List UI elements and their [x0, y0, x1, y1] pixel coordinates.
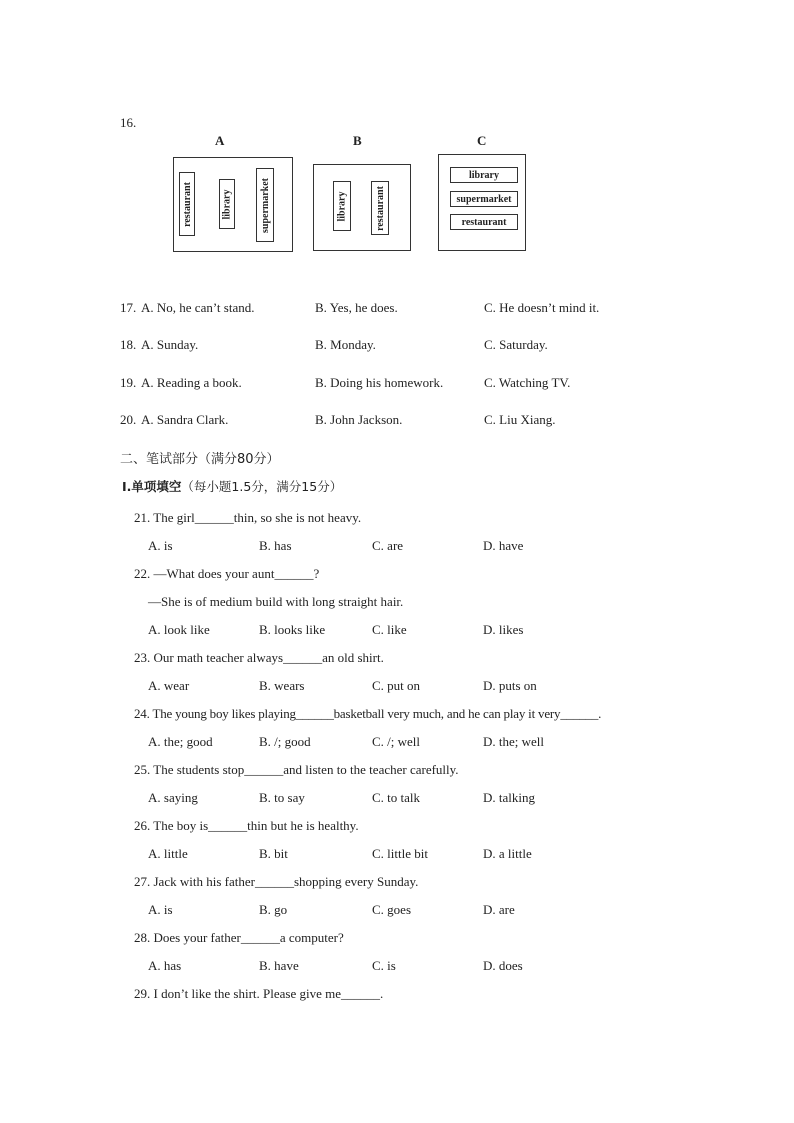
option-d: D. are: [483, 902, 515, 917]
part-1-note: （每小题1.5分，满分15分）: [181, 479, 343, 494]
option-b: B. has: [259, 538, 292, 553]
option-a: A. is: [148, 902, 173, 917]
option-b: B. bit: [259, 846, 288, 861]
figure-a-sign-library: library: [219, 179, 235, 229]
question-stem: 28. Does your father______a computer?: [134, 930, 344, 945]
option-b: B. wears: [259, 678, 305, 693]
option-c: C. goes: [372, 902, 411, 917]
figure-c-label: C: [477, 133, 487, 148]
listening-number: 17.: [120, 300, 137, 315]
figure-c-sign-supermarket: supermarket: [450, 191, 518, 207]
figure-b-sign-library: library: [333, 181, 351, 231]
listening-option-a: A. Reading a book.: [141, 375, 242, 390]
option-d: D. talking: [483, 790, 535, 805]
figure-a-sign-restaurant: restaurant: [179, 172, 195, 236]
listening-option-a: A. Sandra Clark.: [141, 412, 229, 427]
option-d: D. the; well: [483, 734, 545, 749]
listening-option-c: C. Saturday.: [484, 337, 548, 352]
option-a: A. little: [148, 846, 188, 861]
option-d: D. does: [483, 958, 523, 973]
option-a: A. the; good: [148, 734, 213, 749]
part-1-heading: [122, 477, 342, 495]
section-2-title: 二、笔试部分（满分80分）: [120, 452, 280, 467]
option-c: C. is: [372, 958, 396, 973]
option-c: C. little bit: [372, 846, 428, 861]
listening-number: 18.: [120, 337, 137, 352]
question-stem: 26. The boy is______thin but he is healthy.: [134, 818, 359, 833]
listening-option-c: C. Watching TV.: [484, 375, 571, 390]
figure-a-sign-supermarket: supermarket: [256, 168, 274, 242]
question-stem: 27. Jack with his father______shopping every Sunday.: [134, 874, 419, 889]
option-c: C. are: [372, 538, 404, 553]
question-stem: 24. The young boy likes playing______basketball very much, and he can play it very______.: [134, 706, 602, 721]
question-stem: 29. I don’t like the shirt. Please give me______.: [134, 986, 384, 1001]
option-a: A. has: [148, 958, 182, 973]
option-a: A. look like: [148, 622, 210, 637]
option-a: A. saying: [148, 790, 198, 805]
listening-option-b: B. John Jackson.: [315, 412, 403, 427]
question-stem: 22. —What does your aunt______?: [134, 566, 320, 581]
question-16-number: 16.: [120, 115, 137, 130]
part-1-roman: Ⅰ.: [122, 479, 132, 494]
option-a: A. wear: [148, 678, 190, 693]
option-d: D. puts on: [483, 678, 537, 693]
option-b: B. to say: [259, 790, 305, 805]
option-c: C. /; well: [372, 734, 421, 749]
figure-b-map: [313, 164, 411, 251]
figure-a-label: A: [215, 133, 225, 148]
figure-b-sign-restaurant: restaurant: [371, 181, 389, 235]
figure-c-sign-library: library: [450, 167, 518, 183]
figure-c-sign-restaurant: restaurant: [450, 214, 518, 230]
listening-option-c: C. He doesn’t mind it.: [484, 300, 600, 315]
option-b: B. looks like: [259, 622, 326, 637]
option-b: B. go: [259, 902, 288, 917]
part-1-title: 单项填空: [131, 479, 182, 494]
option-d: D. likes: [483, 622, 524, 637]
option-d: D. have: [483, 538, 524, 553]
question-stem: 25. The students stop______and listen to the teacher carefully.: [134, 762, 459, 777]
question-reply: —She is of medium build with long straight hair.: [148, 594, 404, 609]
listening-number: 19.: [120, 375, 137, 390]
question-stem: 21. The girl______thin, so she is not heavy.: [134, 510, 362, 525]
option-b: B. /; good: [259, 734, 311, 749]
option-c: C. to talk: [372, 790, 421, 805]
option-c: C. like: [372, 622, 407, 637]
figure-c-map: [438, 154, 526, 251]
listening-option-b: B. Yes, he does.: [315, 300, 398, 315]
listening-option-b: B. Doing his homework.: [315, 375, 444, 390]
figure-b-label: B: [353, 133, 362, 148]
listening-option-c: C. Liu Xiang.: [484, 412, 556, 427]
figure-a-map: [173, 157, 293, 252]
listening-option-a: A. No, he can’t stand.: [141, 300, 255, 315]
question-stem: 23. Our math teacher always______an old shirt.: [134, 650, 384, 665]
listening-option-a: A. Sunday.: [141, 337, 199, 352]
option-d: D. a little: [483, 846, 532, 861]
listening-number: 20.: [120, 412, 137, 427]
option-a: A. is: [148, 538, 173, 553]
listening-option-b: B. Monday.: [315, 337, 376, 352]
option-c: C. put on: [372, 678, 421, 693]
option-b: B. have: [259, 958, 299, 973]
